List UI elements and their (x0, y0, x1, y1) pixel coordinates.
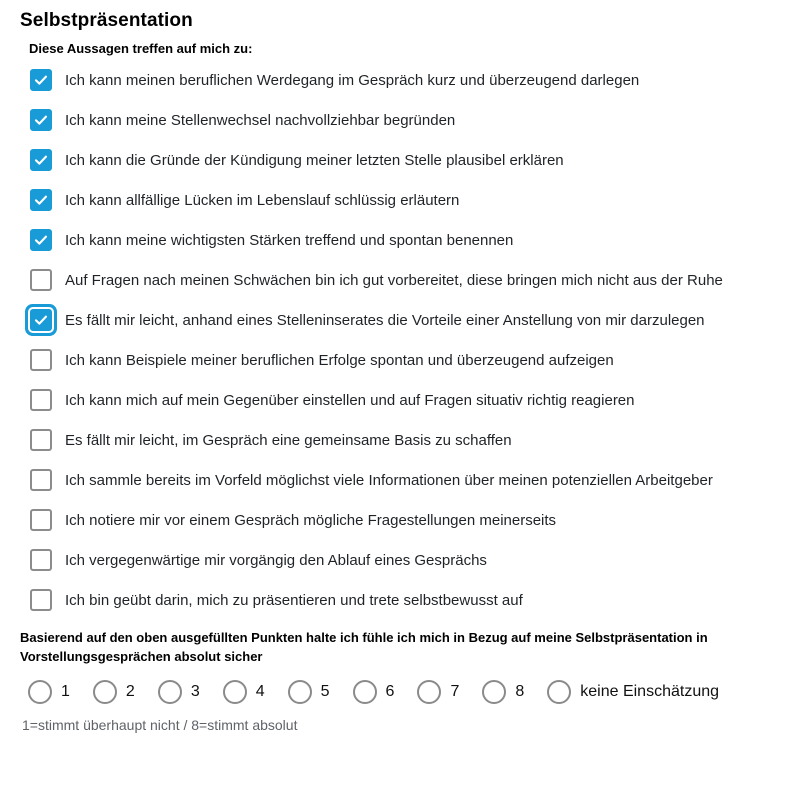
radio-button-unselected[interactable] (353, 680, 377, 704)
checkbox-label[interactable]: Es fällt mir leicht, anhand eines Stelleninserates die Vorteile einer Anstellung von mir darzulegen (65, 312, 705, 329)
radio-label: 7 (450, 683, 460, 700)
checkbox-label[interactable]: Ich kann meinen beruflichen Werdegang im Gespräch kurz und überzeugend darlegen (65, 72, 640, 89)
checkbox-unchecked[interactable] (30, 469, 52, 491)
checkbox-unchecked[interactable] (30, 429, 52, 451)
checklist-item (30, 548, 769, 573)
checkbox-unchecked[interactable] (30, 349, 52, 371)
checklist-item (30, 68, 769, 93)
checklist-item (30, 588, 769, 613)
radio-button-unselected[interactable] (93, 680, 117, 704)
radio-label: 6 (385, 683, 395, 700)
checklist-item (30, 348, 769, 373)
checkbox-unchecked[interactable] (30, 389, 52, 411)
checklist-instruction: Diese Aussagen treffen auf mich zu: (29, 41, 253, 56)
radio-button-unselected[interactable] (288, 680, 312, 704)
checkbox-checked[interactable] (30, 189, 52, 211)
checkbox-unchecked[interactable] (30, 269, 52, 291)
checkbox-checked[interactable] (30, 69, 52, 91)
checklist-item (30, 508, 769, 533)
checkbox-label[interactable]: Ich bin geübt darin, mich zu präsentieren und trete selbstbewusst auf (65, 592, 523, 609)
scale-legend: 1=stimmt überhaupt nicht / 8=stimmt absolut (22, 717, 298, 733)
checklist (30, 68, 769, 613)
scale-option-1[interactable] (28, 680, 70, 704)
checklist-item (30, 428, 769, 453)
radio-label: 4 (255, 683, 265, 700)
radio-button-unselected[interactable] (158, 680, 182, 704)
radio-button-unselected[interactable] (223, 680, 247, 704)
radio-button-unselected[interactable] (28, 680, 52, 704)
checkbox-unchecked[interactable] (30, 589, 52, 611)
checklist-item (30, 268, 769, 293)
scale-option-keine-einschätzung[interactable] (547, 680, 719, 704)
radio-button-unselected[interactable] (417, 680, 441, 704)
scale-option-2[interactable] (93, 680, 135, 704)
checkbox-checked-focused[interactable] (30, 309, 52, 331)
checkbox-checked[interactable] (30, 229, 52, 251)
checklist-item (30, 308, 769, 333)
scale-question-text: Basierend auf den oben ausgefüllten Punkten halte ich fühle ich mich in Bezug auf meine Selbstpräsentation in Vorstellungsgesprächen absolut sicher (20, 630, 708, 664)
checkbox-unchecked[interactable] (30, 509, 52, 531)
checkbox-label[interactable]: Ich sammle bereits im Vorfeld möglichst viele Informationen über meinen potenziellen Arbeitgeber (65, 472, 713, 489)
checkbox-label[interactable]: Ich vergegenwärtige mir vorgängig den Ablauf eines Gesprächs (65, 552, 487, 569)
checklist-item (30, 148, 769, 173)
scale-option-4[interactable] (223, 680, 265, 704)
checklist-item (30, 228, 769, 253)
radio-label: 8 (515, 683, 525, 700)
checkbox-checked[interactable] (30, 109, 52, 131)
scale-option-7[interactable] (417, 680, 459, 704)
checkbox-checked[interactable] (30, 149, 52, 171)
scale-option-3[interactable] (158, 680, 200, 704)
scale-option-8[interactable] (482, 680, 524, 704)
checkbox-label[interactable]: Ich notiere mir vor einem Gespräch mögliche Fragestellungen meinerseits (65, 512, 557, 529)
radio-button-unselected[interactable] (482, 680, 506, 704)
page-title: Selbstpräsentation (20, 10, 193, 31)
radio-button-unselected[interactable] (547, 680, 571, 704)
scale-section (20, 628, 769, 733)
checkbox-label[interactable]: Es fällt mir leicht, im Gespräch eine gemeinsame Basis zu schaffen (65, 432, 512, 449)
checkbox-label[interactable]: Ich kann allfällige Lücken im Lebenslauf schlüssig erläutern (65, 192, 460, 209)
checkbox-label[interactable]: Ich kann Beispiele meiner beruflichen Erfolge spontan und überzeugend aufzeigen (65, 352, 614, 369)
radio-label: 3 (190, 683, 200, 700)
scale-option-6[interactable] (353, 680, 395, 704)
scale-radio-group (28, 680, 769, 704)
radio-label: 2 (125, 683, 135, 700)
checklist-item (30, 388, 769, 413)
checklist-item (30, 188, 769, 213)
scale-option-5[interactable] (288, 680, 330, 704)
checkbox-label[interactable]: Auf Fragen nach meinen Schwächen bin ich gut vorbereitet, diese bringen mich nicht aus der Ruhe (65, 272, 723, 289)
checklist-item (30, 108, 769, 133)
checkbox-label[interactable]: Ich kann mich auf mein Gegenüber einstellen und auf Fragen situativ richtig reagieren (65, 392, 635, 409)
checkbox-unchecked[interactable] (30, 549, 52, 571)
checkbox-label[interactable]: Ich kann die Gründe der Kündigung meiner letzten Stelle plausibel erklären (65, 152, 564, 169)
checkbox-label[interactable]: Ich kann meine Stellenwechsel nachvollziehbar begründen (65, 112, 456, 129)
checkbox-label[interactable]: Ich kann meine wichtigsten Stärken treffend und spontan benennen (65, 232, 514, 249)
radio-label: keine Einschätzung (580, 683, 720, 700)
radio-label: 5 (320, 683, 330, 700)
checklist-item (30, 468, 769, 493)
radio-label: 1 (61, 683, 70, 700)
